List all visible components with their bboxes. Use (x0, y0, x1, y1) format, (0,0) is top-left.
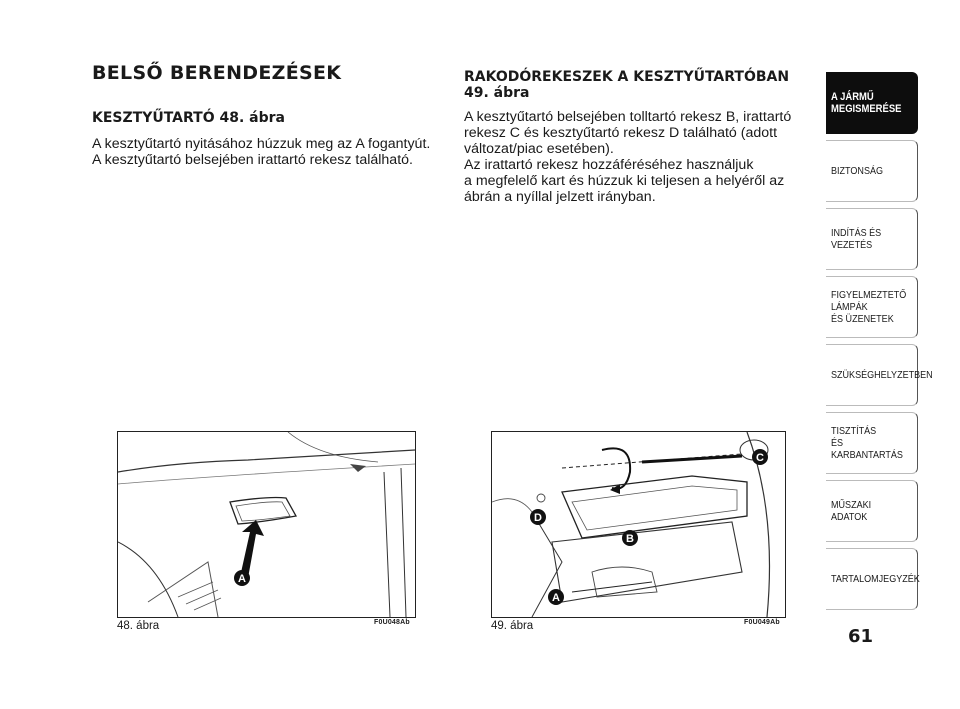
figure-48-glovebox-handle (117, 431, 416, 618)
compartments-title-line2: 49. ábra (464, 85, 530, 101)
figure-48-callout-a: A (238, 573, 246, 585)
figure-49-glovebox-compartments (491, 431, 786, 618)
tab-vehicle-overview[interactable] (826, 72, 918, 134)
compartments-description: A kesztyűtartó belsejében tolltartó rekesz B, irattartó rekesz C és kesztyűtartó rekesz D található (adott változat/piac esetében). Az irattartó rekesz hozzáféréséhez használjuk a megfelelő kart és húzzuk ki teljesen a helyéről az ábrán a nyíllal jelzett irányban. (464, 109, 792, 205)
tab-label: SZÜKSÉGHELYZETBEN (831, 369, 933, 381)
tab-maintenance[interactable] (826, 412, 918, 474)
tab-starting-driving[interactable] (826, 208, 918, 270)
figure-49-callout-a: A (552, 592, 560, 604)
tab-label: TARTALOMJEGYZÉK (831, 573, 920, 585)
page-number: 61 (848, 626, 874, 647)
tab-label: BIZTONSÁG (831, 165, 884, 177)
figure-49-callout-d: D (534, 512, 542, 524)
tab-index[interactable] (826, 548, 918, 610)
tab-warning-lights[interactable] (826, 276, 918, 338)
compartments-title-line1: RAKODÓREKESZEK A KESZTYŰTARTÓBAN (464, 69, 790, 85)
tab-label: A JÁRMŰ MEGISMERÉSE (831, 91, 902, 115)
glovebox-description: A kesztyűtartó nyitásához húzzuk meg az A fogantyút. A kesztyűtartó belsejében irattartó rekesz található. (92, 136, 431, 168)
figure-48-caption: 48. ábra (117, 620, 160, 632)
tab-label: MŰSZAKI ADATOK (831, 499, 872, 523)
tab-label: INDÍTÁS ÉS VEZETÉS (831, 227, 882, 251)
tab-label: FIGYELMEZTETŐ LÁMPÁK ÉS ÜZENETEK (831, 289, 907, 325)
figure-49-code: F0U049Ab (744, 619, 780, 626)
tab-safety[interactable] (826, 140, 918, 202)
figure-49-callout-b: B (626, 533, 634, 545)
figure-49-caption: 49. ábra (491, 620, 534, 632)
figure-48-code: F0U048Ab (374, 619, 410, 626)
tab-emergency[interactable] (826, 344, 933, 406)
section-heading: BELSŐ BERENDEZÉSEK (92, 62, 342, 84)
figure-49-callout-c: C (756, 452, 764, 464)
glovebox-title: KESZTYŰTARTÓ 48. ábra (92, 110, 285, 126)
tab-label: TISZTÍTÁS ÉS KARBANTARTÁS (831, 425, 903, 461)
tab-technical-data[interactable] (826, 480, 918, 542)
